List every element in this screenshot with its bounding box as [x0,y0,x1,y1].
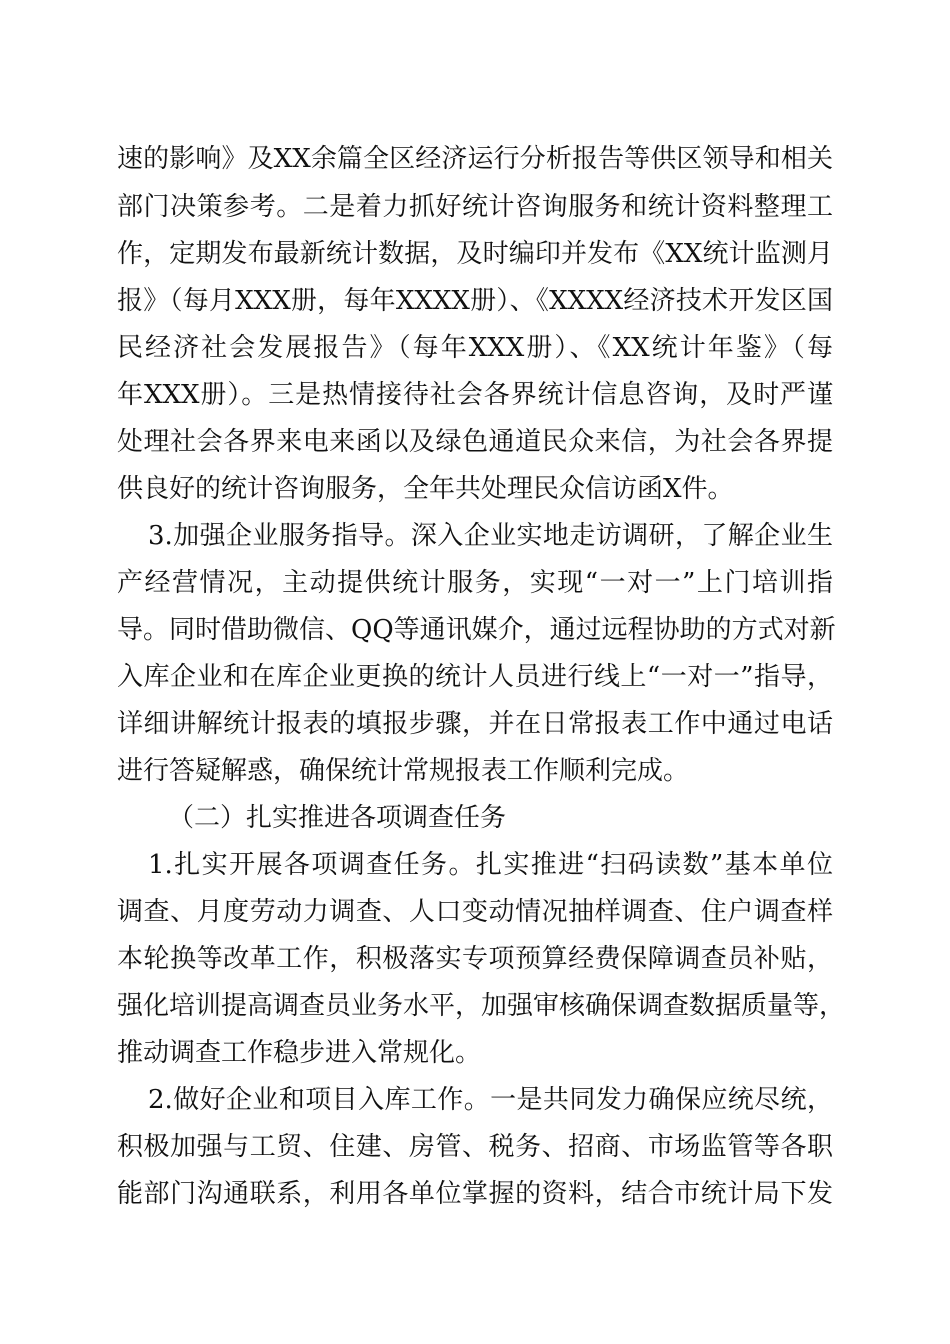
text-line: 供良好的统计咨询服务，全年共处理民众信访函X件。 [117,474,734,504]
text-line: 本轮换等改革工作，积极落实专项预算经费保障调查员补贴， [117,944,833,974]
paragraph-start: 3.加强企业服务指导。深入企业实地走访调研，了解企业生 [148,521,833,551]
text-line: 作，定期发布最新统计数据，及时编印并发布《XX统计监测月 [117,239,833,269]
text-line: 民经济社会发展报告》（每年XXX册）、《XX统计年鉴》（每 [117,333,833,363]
text-line: 进行答疑解惑，确保统计常规报表工作顺利完成。 [117,756,690,786]
text-line: 积极加强与工贸、住建、房管、税务、招商、市场监管等各职 [117,1132,833,1162]
paragraph-start: 2.做好企业和项目入库工作。一是共同发力确保应统尽统， [148,1085,833,1115]
text-line: 详细讲解统计报表的填报步骤，并在日常报表工作中通过电话 [117,709,833,739]
text-line: 产经营情况，主动提供统计服务，实现“一对一”上门培训指 [117,568,833,598]
text-line: 年XXX册）。三是热情接待社会各界统计信息咨询，及时严谨 [117,380,833,410]
text-line: 调查、月度劳动力调查、人口变动情况抽样调查、住户调查样 [117,897,833,927]
text-line: 强化培训提高调查员业务水平，加强审核确保调查数据质量等， [117,991,846,1021]
text-line: 推动调查工作稳步进入常规化。 [117,1038,482,1068]
text-line: 导。同时借助微信、QQ等通讯媒介，通过远程协助的方式对新 [117,615,836,645]
text-line: 部门决策参考。二是着力抓好统计咨询服务和统计资料整理工 [117,192,833,222]
paragraph-start: 1.扎实开展各项调查任务。扎实推进“扫码读数”基本单位 [148,850,833,880]
section-heading: （二）扎实推进各项调查任务 [168,803,507,833]
text-line: 入库企业和在库企业更换的统计人员进行线上“一对一”指导， [117,662,833,692]
text-line: 能部门沟通联系，利用各单位掌握的资料，结合市统计局下发 [117,1179,833,1209]
text-line: 报》（每月XXX册，每年XXXX册）、《XXXX经济技术开发区国 [117,286,833,316]
text-line: 速的影响》及XX余篇全区经济运行分析报告等供区领导和相关 [117,144,833,174]
text-line: 处理社会各界来电来函以及绿色通道民众来信，为社会各界提 [117,427,833,457]
